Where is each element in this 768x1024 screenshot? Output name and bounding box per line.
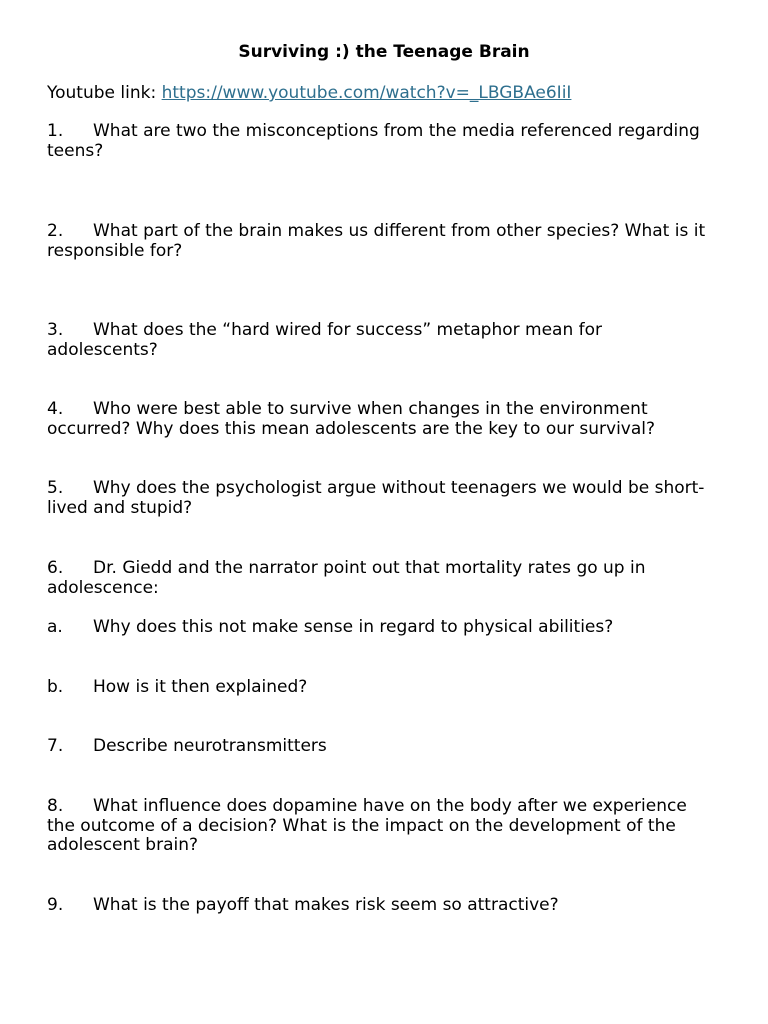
question-number: 1. <box>47 121 64 141</box>
youtube-link[interactable]: https://www.youtube.com/watch?v=_LBGBAe6IiI <box>161 83 572 103</box>
question-number: 8. <box>47 796 64 816</box>
question-text: What influence does dopamine have on the body after we experience the outcome of a decision? What is the impact on the development of the adolescent brain? <box>47 796 687 855</box>
question-number: 4. <box>47 399 64 419</box>
page-title: Surviving :) the Teenage Brain <box>238 42 530 62</box>
question-4 <box>47 400 717 439</box>
question-text: What part of the brain makes us different from other species? What is it responsible for? <box>47 221 706 261</box>
question-number: 9. <box>47 895 64 915</box>
question-number: b. <box>47 677 64 697</box>
question-2 <box>47 222 717 261</box>
question-text: Describe neurotransmitters <box>93 736 327 756</box>
question-text: Why does the psychologist argue without teenagers we would be short-lived and stupid? <box>47 478 705 518</box>
question-6b <box>47 678 717 698</box>
question-5 <box>47 479 717 518</box>
question-text: What is the payoff that makes risk seem so attractive? <box>93 895 559 915</box>
question-text: Why does this not make sense in regard to physical abilities? <box>93 617 614 637</box>
question-number: a. <box>47 617 63 637</box>
question-3 <box>47 321 717 360</box>
question-number: 6. <box>47 558 64 578</box>
youtube-link-line <box>47 84 571 104</box>
question-9 <box>47 896 717 916</box>
question-number: 7. <box>47 736 64 756</box>
question-text: Who were best able to survive when changes in the environment occurred? Why does this mean adolescents are the key to our survival? <box>47 399 656 439</box>
question-8 <box>47 797 717 856</box>
question-1 <box>47 122 717 161</box>
question-text: How is it then explained? <box>93 677 308 697</box>
question-text: What does the “hard wired for success” metaphor mean for adolescents? <box>47 320 603 360</box>
question-text: What are two the misconceptions from the media referenced regarding teens? <box>47 121 700 161</box>
question-number: 3. <box>47 320 64 340</box>
question-6 <box>47 559 717 598</box>
youtube-link-label: Youtube link: <box>47 83 157 103</box>
question-6a <box>47 618 717 638</box>
question-text: Dr. Giedd and the narrator point out that mortality rates go up in adolescence: <box>47 558 646 598</box>
question-7 <box>47 737 717 757</box>
question-number: 2. <box>47 221 64 241</box>
question-number: 5. <box>47 478 64 498</box>
